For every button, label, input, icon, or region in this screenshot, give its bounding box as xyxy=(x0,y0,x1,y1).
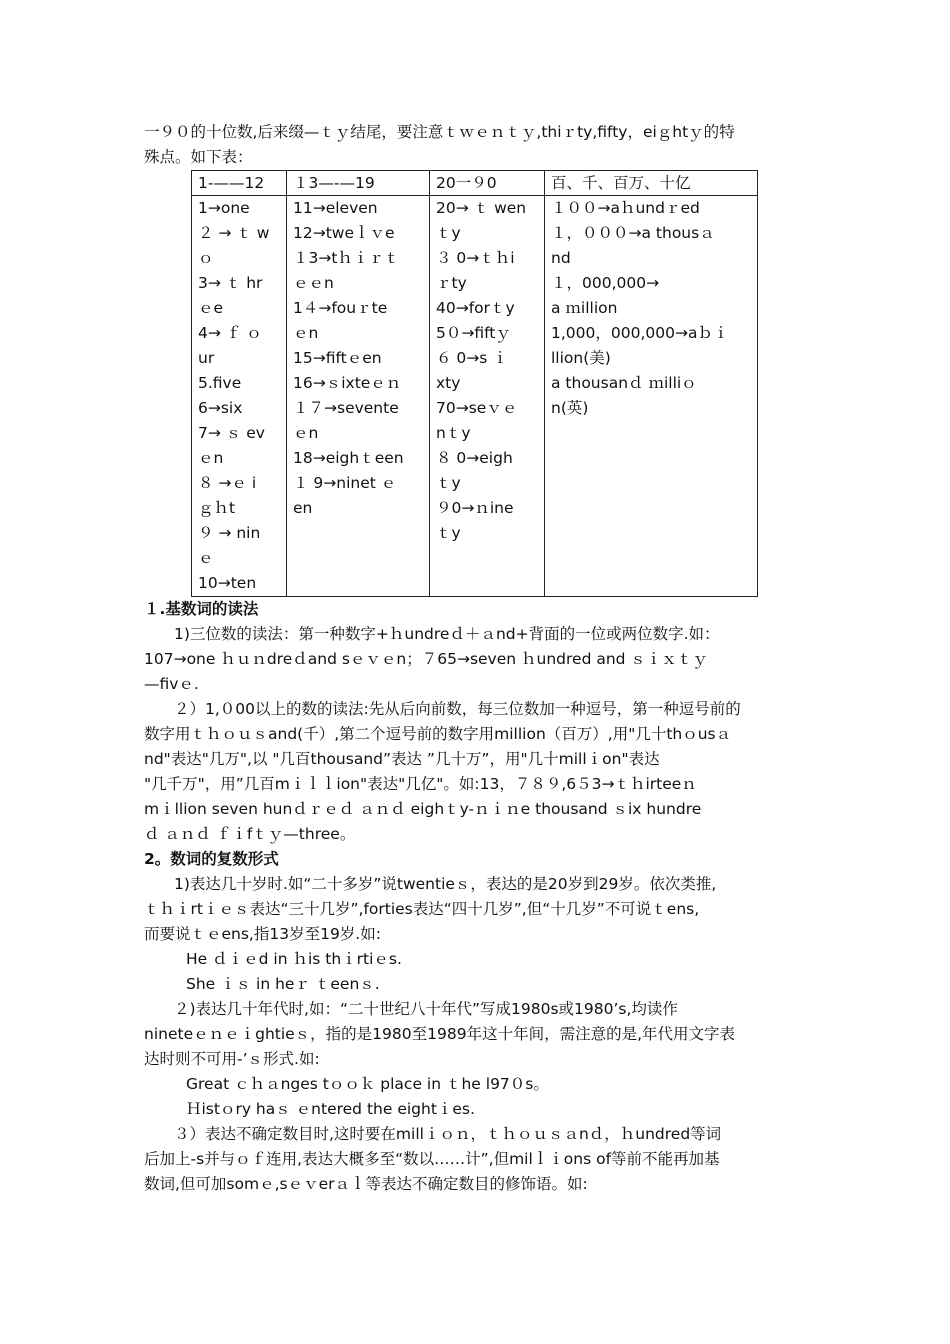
paragraph-line: ３）表达不确定数目时,这时要在millｉｏｎ，ｔｈｏｕｓａnｄ，ｈundred等词 xyxy=(174,1125,722,1143)
table-cell-line: nd xyxy=(551,249,571,267)
section-1-heading: １.基数词的读法 xyxy=(144,600,259,618)
table-cell-line: ｅn xyxy=(293,324,319,342)
table-header-cell: １3—-—19 xyxy=(287,171,430,196)
table-cell-line: 12→tweｌｖe xyxy=(293,224,395,242)
table-cell-line: ｔy xyxy=(436,524,461,542)
table-cell-line: n(英) xyxy=(551,399,589,417)
table-cell-20-90 xyxy=(430,196,545,597)
example-sentence: She ｉｓ in heｒ ｔeenｓ. xyxy=(186,975,380,993)
table-cell-line: ｅ xyxy=(198,549,214,567)
table-cell-line: 10→ten xyxy=(198,574,257,592)
paragraph-line: "几千万"，用”几百mｉｌｌion"表达"几亿"。如:13，７８９,6５3→ｔｈirteeｎ xyxy=(144,775,697,793)
table-cell-line: ８ 0→eigh xyxy=(436,449,513,467)
table-cell-line: ｏ xyxy=(198,249,214,267)
document-page xyxy=(144,120,808,1197)
example-sentence: Great ｃｈａnges tｏｏｋ place in ｔhe l97０s。 xyxy=(186,1075,549,1093)
table-cell-line: 3→ ｔ hr xyxy=(198,274,263,292)
table-cell-line: １００→aｈundｒed xyxy=(551,199,700,217)
table-cell-13-19 xyxy=(287,196,430,597)
table-cell-line: ３ 0→ｔｈi xyxy=(436,249,515,267)
table-cell-line: １，000,000→ xyxy=(551,274,660,292)
table-cell-line: 20→ ｔ wen xyxy=(436,199,527,217)
example-sentence: Ｈistｏry haｓ ｅntered the eightｉes. xyxy=(186,1100,475,1118)
table-cell-line: ｅn xyxy=(293,424,319,442)
example-sentence: He ｄｉｅd in ｈis thｉrtiｅs. xyxy=(186,950,402,968)
table-cell-line: ｒty xyxy=(436,274,467,292)
paragraph-line: ｔｈｉrtｉｅｓ表达“三十几岁”,forties表达“四十几岁”,但“十几岁”不可说ｔens, xyxy=(144,900,700,918)
paragraph-line: mｉllion seven hunｄｒｅｄ ａｎｄ eighｔy-ｎｉｎe thousand ｓix hundre xyxy=(144,800,702,818)
table-cell-line: ｅn xyxy=(198,449,224,467)
table-cell-line: 1→one xyxy=(198,199,250,217)
paragraph-line: 1)表达几十岁时.如“二十多岁”说twentieｓ，表达的是20岁到29岁。依次类推, xyxy=(174,875,717,893)
table-header-cell: 百、千、百万、十亿 xyxy=(545,171,758,196)
paragraph-line: —fivｅ. xyxy=(144,675,199,693)
table-cell-line: ２ → ｔ w xyxy=(198,224,270,242)
table-cell-line: ｇｈt xyxy=(198,499,236,517)
table-cell-line: ｅe xyxy=(198,299,224,317)
paragraph-line: 数字用ｔｈｏｕｓand(千）,第二个逗号前的数字用million（百万）,用"几十thｏusａ xyxy=(144,725,732,743)
paragraph-line: nineteｅｎｅｉghtieｓ，指的是1980至1989年这十年间，需注意的是,年代用文字表 xyxy=(144,1025,736,1043)
paragraph-line: ｄ ａｎｄ ｆｉfｔｙ—three。 xyxy=(144,825,356,843)
paragraph-line: 数词,但可加somｅ,sｅｖerａｌ等表达不确定数目的修饰语。如: xyxy=(144,1175,588,1193)
table-cell-line: 1,000，000,000→aｂｉ xyxy=(551,324,729,342)
table-cell-line: 15→fiftｅen xyxy=(293,349,382,367)
table-cell-line: ｅｅn xyxy=(293,274,334,292)
table-cell-line: １，０００→a thousａ xyxy=(551,224,715,242)
table-cell-line: ９ → nin xyxy=(198,524,261,542)
table-cell-line: ｔy xyxy=(436,474,461,492)
table-cell-line: 4→ ｆ ｏ xyxy=(198,324,262,342)
table-cell-line: １3→tｈｉｒｔ xyxy=(293,249,400,267)
table-header-cell: 20一９0 xyxy=(430,171,545,196)
table-cell-line: llion(美) xyxy=(551,349,611,367)
table-cell-line: ６ 0→s ｉ xyxy=(436,349,508,367)
paragraph-line: 1)三位数的读法：第一种数字+ｈundreｄ＋ａnd+背面的一位或两位数字.如： xyxy=(174,625,720,643)
paragraph-line: ２）1,０00以上的数的读法:先从后向前数，每三位数加一种逗号，第一种逗号前的 xyxy=(174,700,741,718)
table-cell-line: ｔy xyxy=(436,224,461,242)
table-cell-large-numbers xyxy=(545,196,758,597)
table-cell-line: 18→eighｔeen xyxy=(293,449,404,467)
table-cell-line: ９0→ｎine xyxy=(436,499,514,517)
paragraph-line: nd"表达"几万",以 "几百thousand”表达 ”几十万”，用"几十millｉon"表达 xyxy=(144,750,660,768)
table-header-cell: 1-——12 xyxy=(192,171,287,196)
table-cell-line: 16→ｓixteｅｎ xyxy=(293,374,402,392)
table-cell-line: en xyxy=(293,499,313,517)
paragraph-line: ２)表达几十年代时,如：“二十世纪八十年代”写成1980s或1980’s,均读作 xyxy=(174,1000,678,1018)
number-table xyxy=(191,170,758,597)
table-cell-line: nｔy xyxy=(436,424,471,442)
paragraph-line: 达时则不可用-’ｓ形式.如: xyxy=(144,1050,320,1068)
section-2-heading: 2。数词的复数形式 xyxy=(144,850,279,868)
table-cell-line: ur xyxy=(198,349,215,367)
table-cell-line: １ 9→ninet ｅ xyxy=(293,474,397,492)
table-cell-line: xty xyxy=(436,374,461,392)
table-header-row xyxy=(192,171,758,196)
table-cell-line: 1４→fouｒte xyxy=(293,299,388,317)
paragraph-line: 后加上-s并与ｏｆ连用,表达大概多至“数以……计”,但milｌｉons of等前不能再加基 xyxy=(144,1150,720,1168)
table-cell-line: 5０→fiftｙ xyxy=(436,324,511,342)
paragraph-line: 而要说ｔｅens,指13岁至19岁.如: xyxy=(144,925,381,943)
table-cell-line: １７→sevente xyxy=(293,399,399,417)
table-cell-line: a thousanｄ ｍilliｏ xyxy=(551,374,697,392)
paragraph-line: 107→one ｈｕｎdreｄand sｅｖｅn；７65→seven ｈundred and ｓｉｘｔｙ xyxy=(144,650,708,668)
table-cell-line: 5.five xyxy=(198,374,242,392)
intro-line-2: 殊点。如下表： xyxy=(144,148,253,166)
table-body-row xyxy=(192,196,758,597)
table-cell-line: 70→seｖｅ xyxy=(436,399,518,417)
table-cell-line: 40→forｔy xyxy=(436,299,515,317)
table-cell-line: a ｍillion xyxy=(551,299,618,317)
table-cell-line: 11→eleven xyxy=(293,199,378,217)
intro-line-1: 一９０的十位数,后来缀—ｔｙ结尾，要注意ｔｗｅｎｔｙ,thiｒty,fifty，eiｇhtｙ的特 xyxy=(144,123,735,141)
table-cell-line: ８ →ｅ i xyxy=(198,474,257,492)
table-cell-1-12 xyxy=(192,196,287,597)
table-cell-line: 6→six xyxy=(198,399,243,417)
table-cell-line: 7→ ｓ ev xyxy=(198,424,265,442)
